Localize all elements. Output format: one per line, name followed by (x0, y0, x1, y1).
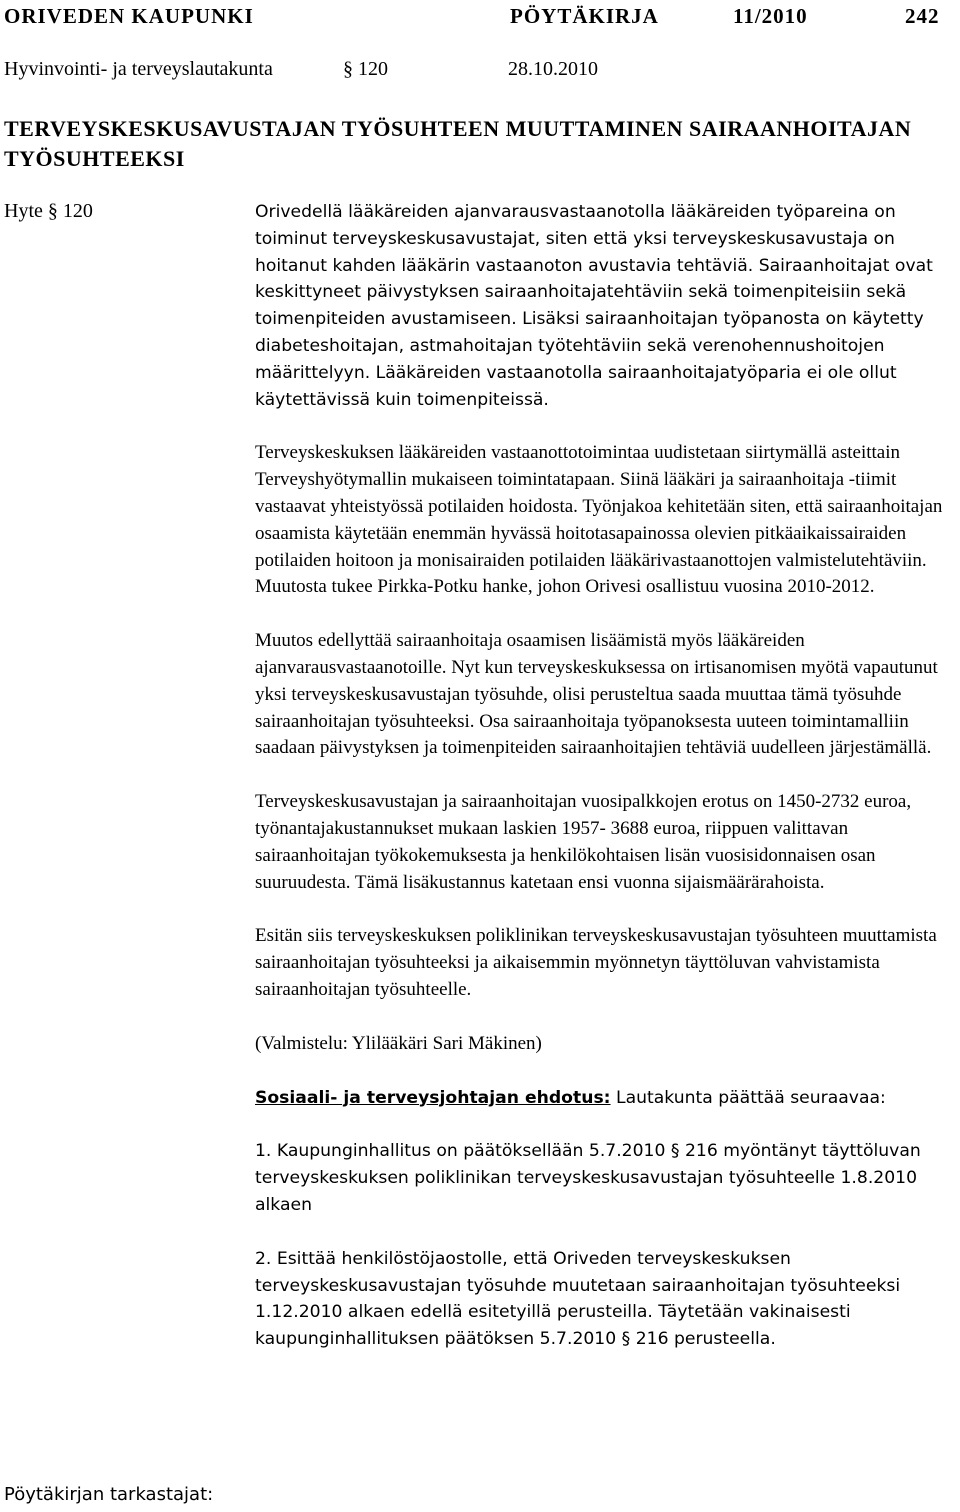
paragraph-costs: Terveyskeskusavustajan ja sairaanhoitajan vuosipalkkojen erotus on 1450-2732 euroa, työnantajakustannukset mukaan laskien 1957- 3688 euroa, riippuen valittavan sairaanhoitajan työkokemuksesta ja henkilökohtaisen lisän vuosisidonnaisen osan suuruudesta. Tämä lisäkustannus katetaan ensi vuonna sijaismäärärahoista. (255, 791, 912, 893)
proposal-heading (255, 1085, 955, 1112)
paragraph-change: Muutos edellyttää sairaanhoitaja osaamisen lisäämistä myös lääkäreiden ajanvarausvastaanotoille. Nyt kun terveyskeskuksessa on irtisanomisen myötä vapautunut yksi terveyskeskusavustajan työsuhde, olisi perusteltua saada muuttaa tämä työsuhde sairaanhoitajan työsuhteeksi. Osa sairaanhoitaja työpanoksesta uuteen toimintamalliin saadaan päivystyksen ja toimenpiteiden sairaanhoitajien tehtäviä uudelleen järjestämällä. (255, 630, 938, 759)
paragraph-proposal-text: Esitän siis terveyskeskuksen poliklinikan terveyskeskusavustajan työsuhteen muuttamista sairaanhoitajan työsuhteeksi ja aikaisemmin myönnetyn täyttöluvan vahvistamista sairaanhoitajan työsuhteelle. (255, 925, 937, 1000)
section-ref: § 120 (343, 58, 388, 80)
section-identifier: Hyte § 120 (4, 200, 93, 222)
page-number: 242 (905, 4, 940, 28)
preparer-note: (Valmistelu: Ylilääkäri Sari Mäkinen) (255, 1032, 542, 1054)
paragraph-reform: Terveyskeskuksen lääkäreiden vastaanottotoimintaa uudistetaan siirtymällä asteittain Terveyshyötymallin mukaiseen toimintatapaan. Siinä lääkäri ja sairaanhoitaja -tiimit vastaavat yhteistyössä potilaiden hoidosta. Työnjakoa kehitetään siten, että sairaanhoitajan osaamista käytetään enemmän hyvässä hoitotasapainossa olevien pitkäaikaissairaiden potilaiden hoitoon ja monisairaiden potilaiden lääkärivastaanottojen valmistelutehtäviin. Muutosta tukee Pirkka-Potku hanke, johon Orivesi osallistuu vuosina 2010-2012. (255, 442, 943, 598)
issue-number: 11/2010 (733, 4, 808, 28)
decision-item-2: 2. Esittää henkilöstöjaostolle, että Oriveden terveyskeskuksen terveyskeskusavustajan työsuhde muutetaan sairaanhoitajan työsuhteeksi 1.12.2010 alkaen edellä esitetyillä perusteilla. Täytetään vakinaisesti kaupunginhallituksen päätöksen 5.7.2010 § 216 perusteella. (255, 1248, 901, 1350)
proposal-lead: Lautakunta päättää seuraavaa: (616, 1087, 886, 1108)
doc-type: PÖYTÄKIRJA (510, 4, 659, 28)
minutes-reviewers-label: Pöytäkirjan tarkastajat: (4, 1484, 214, 1505)
org-name: ORIVEDEN KAUPUNKI (4, 4, 254, 28)
body-column (255, 199, 955, 1353)
board-name: Hyvinvointi- ja terveyslautakunta (4, 58, 273, 80)
proposal-label: Sosiaali- ja terveysjohtajan ehdotus: (255, 1087, 611, 1108)
document-title: TERVEYSKESKUSAVUSTAJAN TYÖSUHTEEN MUUTTAMINEN SAIRAANHOITAJAN TYÖSUHTEEKSI (4, 116, 912, 171)
decision-item-1: 1. Kaupunginhallitus on päätöksellään 5.7.2010 § 216 myöntänyt täyttöluvan terveyskeskuksen poliklinikan terveyskeskusavustajan työsuhteelle 1.8.2010 alkaen (255, 1141, 921, 1215)
meeting-date: 28.10.2010 (508, 58, 598, 80)
paragraph-background: Orivedellä lääkäreiden ajanvarausvastaanotolla lääkäreiden työpareina on toiminut terveyskeskusavustajat, siten että yksi terveyskeskusavustaja on hoitanut kahden lääkärin vastaanoton avustavia tehtäviä. Sairaanhoitajat ovat keskittyneet päivystyksen sairaanhoitajatehtäviin sekä toimenpiteisiin sekä toimenpiteiden avustamiseen. Lisäksi sairaanhoitajan työpanosta on käytetty diabeteshoitajan, astmahoitajan työtehtäviin sekä verenohennushoitojen määrittelyyn. Lääkäreiden vastaanotolla sairaanhoitajatyöparia ei ole ollut käytettävissä kuin toimenpiteissä. (255, 202, 933, 410)
